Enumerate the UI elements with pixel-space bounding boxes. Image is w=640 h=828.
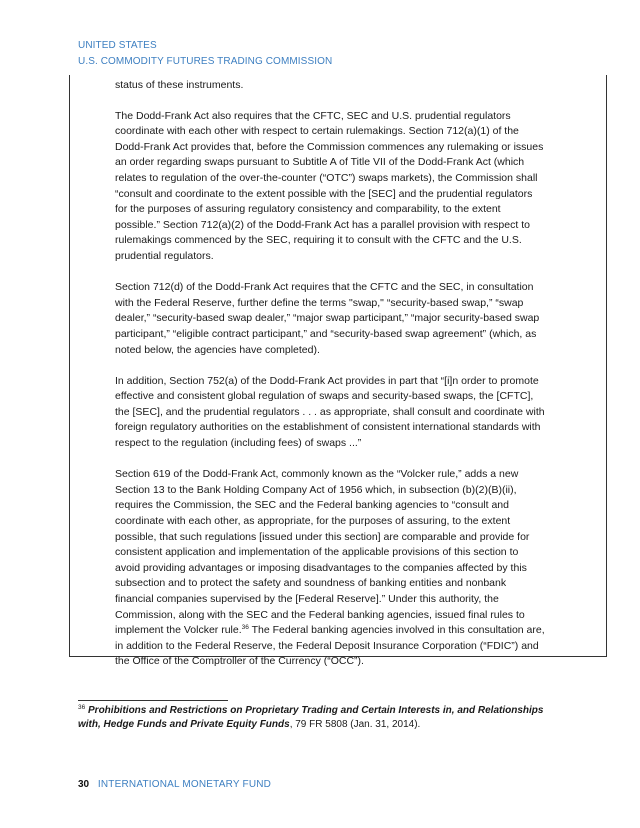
footnote-citation: , 79 FR 5808 (Jan. 31, 2014). (289, 719, 421, 730)
body-text (115, 78, 545, 686)
footnote (78, 704, 558, 732)
header-country: UNITED STATES (78, 40, 157, 51)
paragraph-5 (115, 467, 545, 670)
paragraph-5-part-a: Section 619 of the Dodd-Frank Act, commonly known as the “Volcker rule,” adds a new Section 13 to the Bank Holding Company Act of 1956 which, in subsection (b)(2)(B)(ii), requires the Commission, the SEC and the Federal banking agencies to “consult and coordinate with each other, as appropriate, for the purposes of assuring, to the extent possible, that such regulations [issued under this section] are comparable and provide for consistent application and implementation of the applicable provisions of this section to avoid providing advantages or imposing disadvantages to the companies affected by this subsection and to protect the safety and soundness of banking entities and nonbank financial companies supervised by the [Federal Reserve].” Under this authority, the Commission, along with the SEC and the Federal banking agencies, issued final rules to implement the Volcker rule. (115, 468, 530, 637)
footnote-number: 36 (78, 704, 86, 711)
running-header (78, 38, 332, 70)
paragraph-4: In addition, Section 752(a) of the Dodd-Frank Act provides in part that “[i]n order to promote effective and consistent global regulation of swaps and security-based swaps, the [CFTC], the [SEC], and the prudential regulators . . . as appropriate, shall consult and coordinate with foreign regulatory authorities on the establishment of consistent international standards with respect to the regulation (including fees) of swaps ...” (115, 374, 545, 450)
paragraph-3: Section 712(d) of the Dodd-Frank Act requires that the CFTC and the SEC, in consultation with the Federal Reserve, further define the terms "swap," “security-based swap,” “swap dealer,” “security-based swap dealer,” “major swap participant,” “major security-based swap participant,” “eligible contract participant,” and “security-based swap agreement” (which, as noted below, the agencies have completed). (115, 281, 540, 356)
footnote-title: Prohibitions and Restrictions on Proprietary Trading and Certain Interests in, and Relationships with, Hedge Funds and Private Equity Funds (78, 705, 544, 730)
paragraph-2: The Dodd-Frank Act also requires that the CFTC, SEC and U.S. prudential regulators coordinate with each other with respect to certain rulemakings. Section 712(a)(1) of the Dodd-Frank Act provides that, before the Commission commences any rulemaking or issues an order regarding swaps pursuant to Subtitle A of Title VII of the Dodd-Frank Act (which relates to regulation of the over-the-counter (“OTC”) swaps markets), the Commission shall “consult and coordinate to the extent possible with the [SEC] and the prudential regulators for the purposes of assuring regulatory consistency and comparability, to the extent possible.” Section 712(a)(2) of the Dodd-Frank Act has a parallel provision with respect to rulemakings commenced by the SEC, requiring it to consult with the CFTC and the U.S. prudential regulators. (115, 109, 544, 262)
page-number: 30 (78, 779, 90, 790)
header-agency: U.S. COMMODITY FUTURES TRADING COMMISSION (78, 56, 333, 67)
paragraph-1: status of these instruments. (115, 79, 244, 91)
footer-organization: INTERNATIONAL MONETARY FUND (97, 779, 272, 790)
paragraph-5-part-b: The Federal banking agencies involved in this consultation are, in addition to the Federal Reserve, the Federal Deposit Insurance Corporation (“FDIC”) and the Office of the Comptroller of the Currency (“OCC”). (115, 624, 545, 668)
footnote-reference[interactable]: 36 (241, 624, 249, 632)
footnote-separator (78, 700, 228, 701)
page-footer (78, 778, 271, 792)
